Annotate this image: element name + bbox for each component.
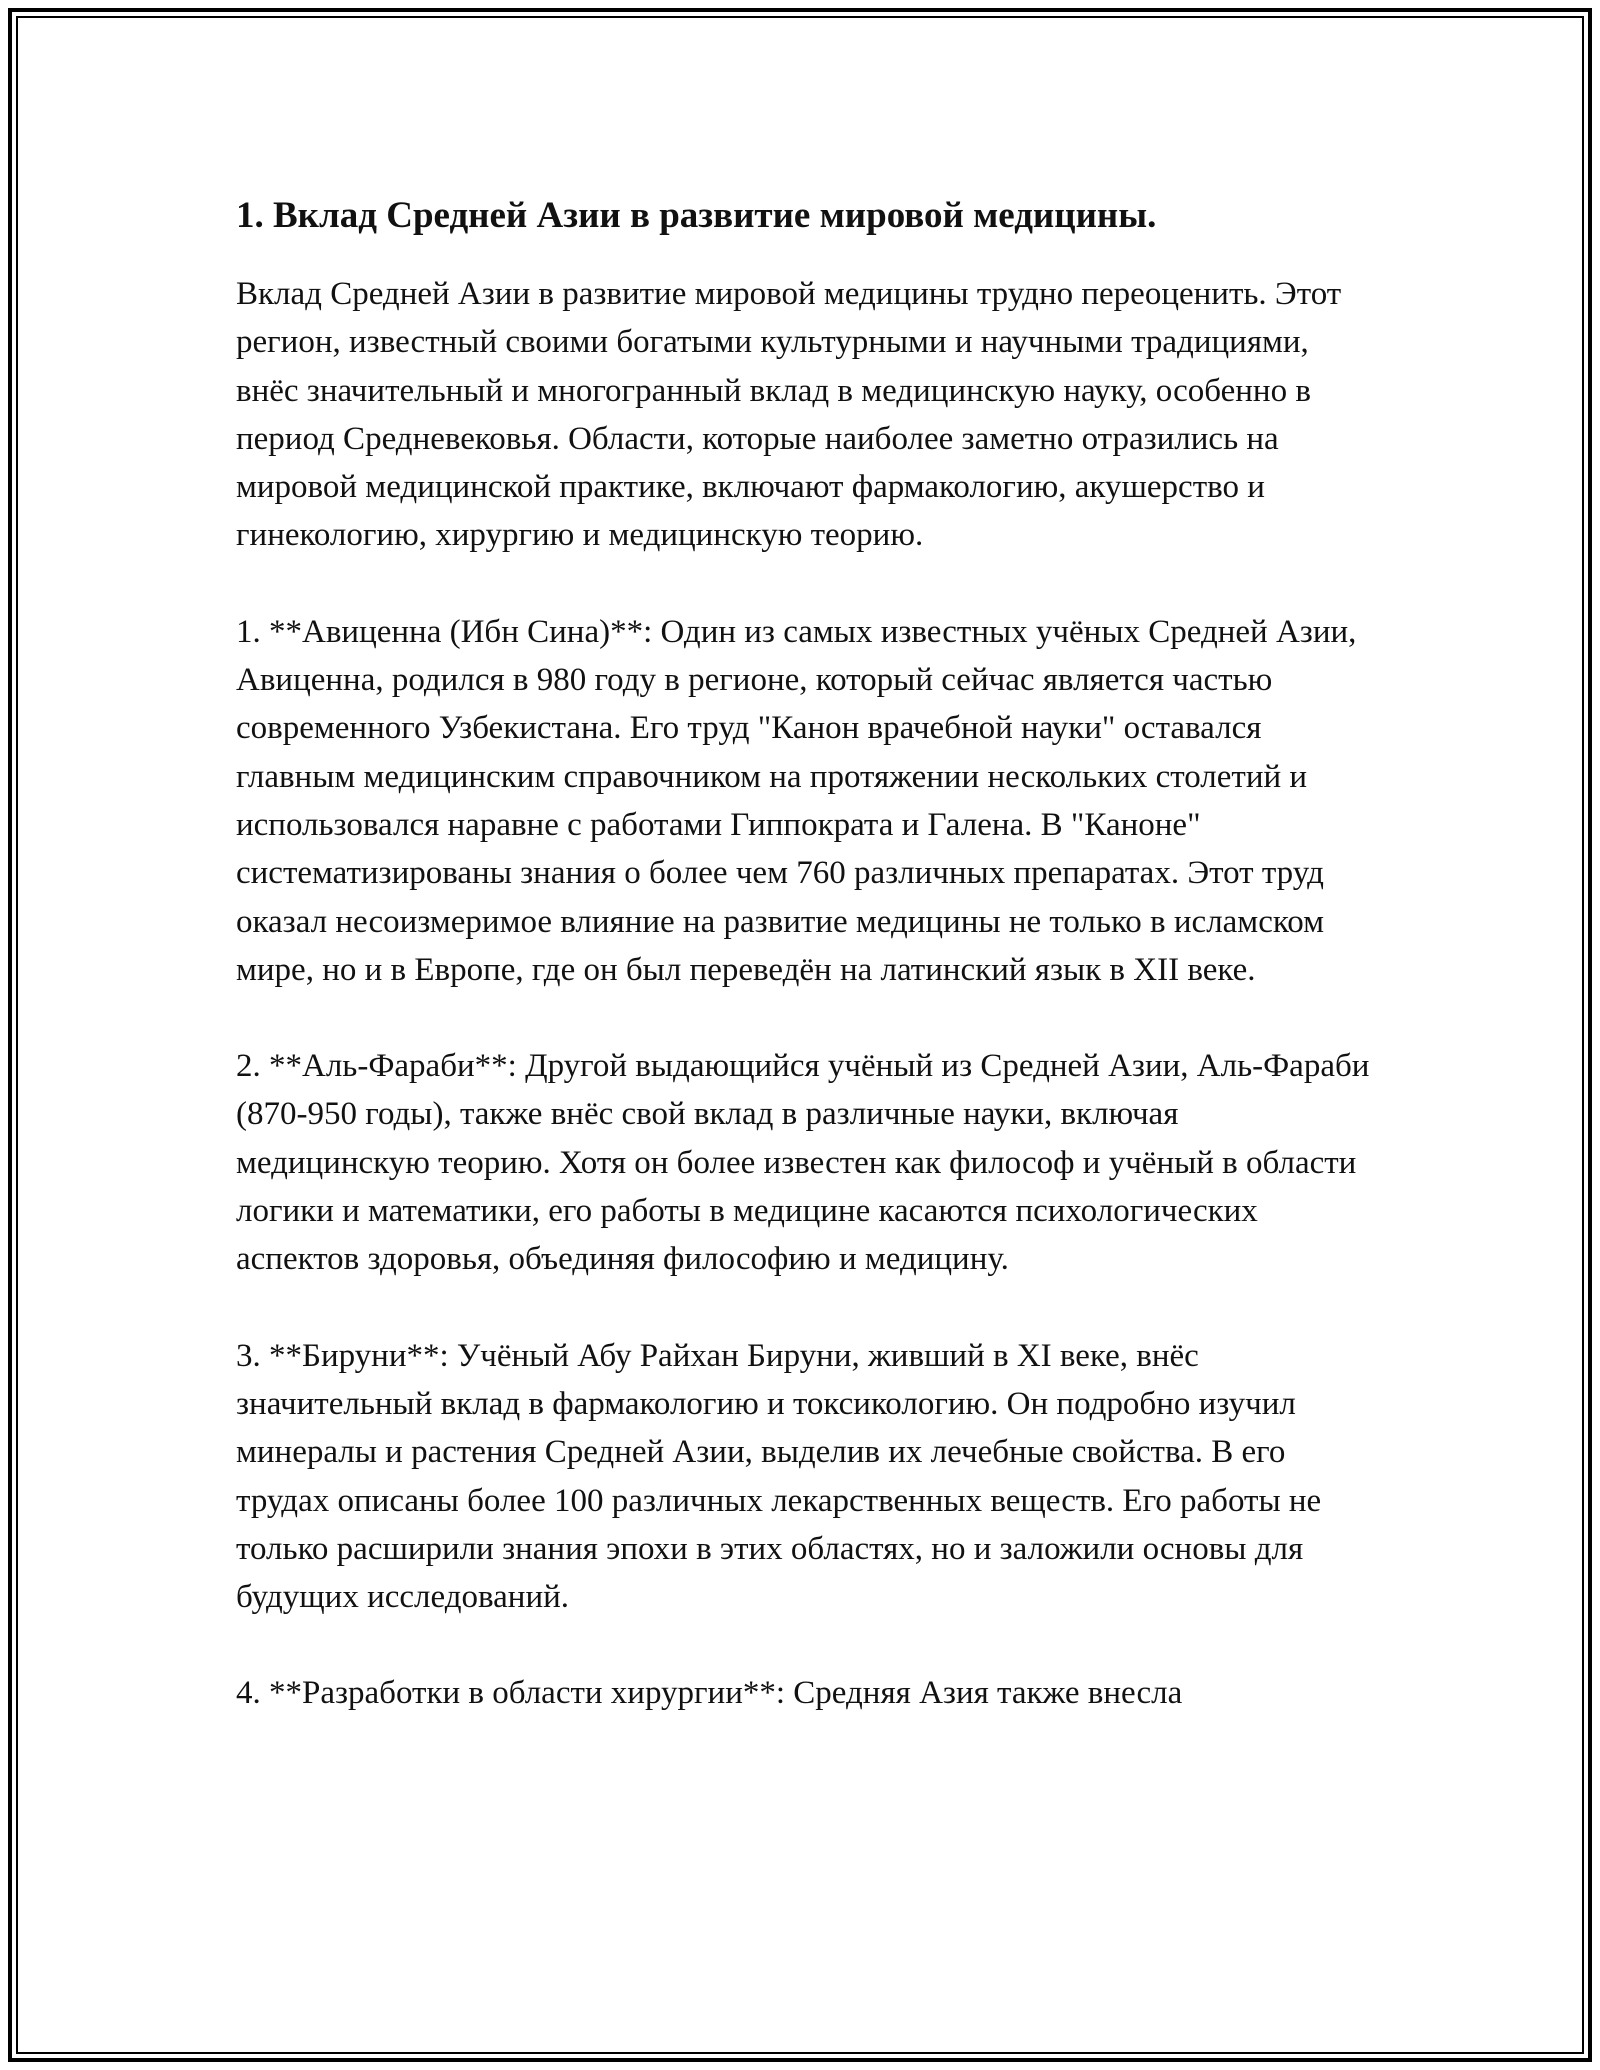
list-item-biruni: 3. **Бируни**: Учёный Абу Райхан Бируни, живший в XI веке, внёс значительный вклад в фармакологию и токсикологию. Он подробно изучил минералы и растения Средней Азии, выделив их лечебные свойства. В его трудах описаны более 100 различных лекарственных веществ. Его работы не только расширили знания эпохи в этих областях, но и заложили основы для будущих исследований. bbox=[236, 1337, 1322, 1616]
intro-paragraph: Вклад Средней Азии в развитие мировой медицины трудно переоценить. Этот регион, известный своими богатыми культурными и научными традициями, внёс значительный и многогранный вклад в медицинскую науку, особенно в период Средневековья. Области, которые наиболее заметно отразились на мировой медицинской практике, включают фармакологию, акушерство и гинекологию, хирургию и медицинскую теорию. bbox=[236, 276, 1342, 554]
section-heading: 1. Вклад Средней Азии в развитие мировой медицины. bbox=[236, 195, 1157, 236]
list-item-avicenna: 1. **Авиценна (Ибн Сина)**: Один из самых известных учёных Средней Азии, Авиценна, родился в 980 году в регионе, который сейчас является частью современного Узбекистана. Его труд "Канон врачебной науки" оставался главным медицинским справочником на протяжении нескольких столетий и использовался наравне с работами Гиппократа и Галена. В "Каноне" систематизированы знания о более чем 760 различных препаратах. Этот труд оказал несоизмеримое влияние на развитие медицины не только в исламском мире, но и в Европе, где он был переведён на латинский язык в XII веке. bbox=[236, 613, 1357, 988]
list-item-al-farabi: 2. **Аль-Фараби**: Другой выдающийся учёный из Средней Азии, Аль-Фараби (870-950 годы), также внёс свой вклад в различные науки, включая медицинскую теорию. Хотя он более известен как философ и учёный в области логики и математики, его работы в медицине касаются психологических аспектов здоровья, объединяя философию и медицину. bbox=[236, 1048, 1370, 1278]
document-body bbox=[236, 190, 1376, 1718]
list-item-surgery: 4. **Разработки в области хирургии**: Средняя Азия также внесла bbox=[236, 1675, 1183, 1712]
